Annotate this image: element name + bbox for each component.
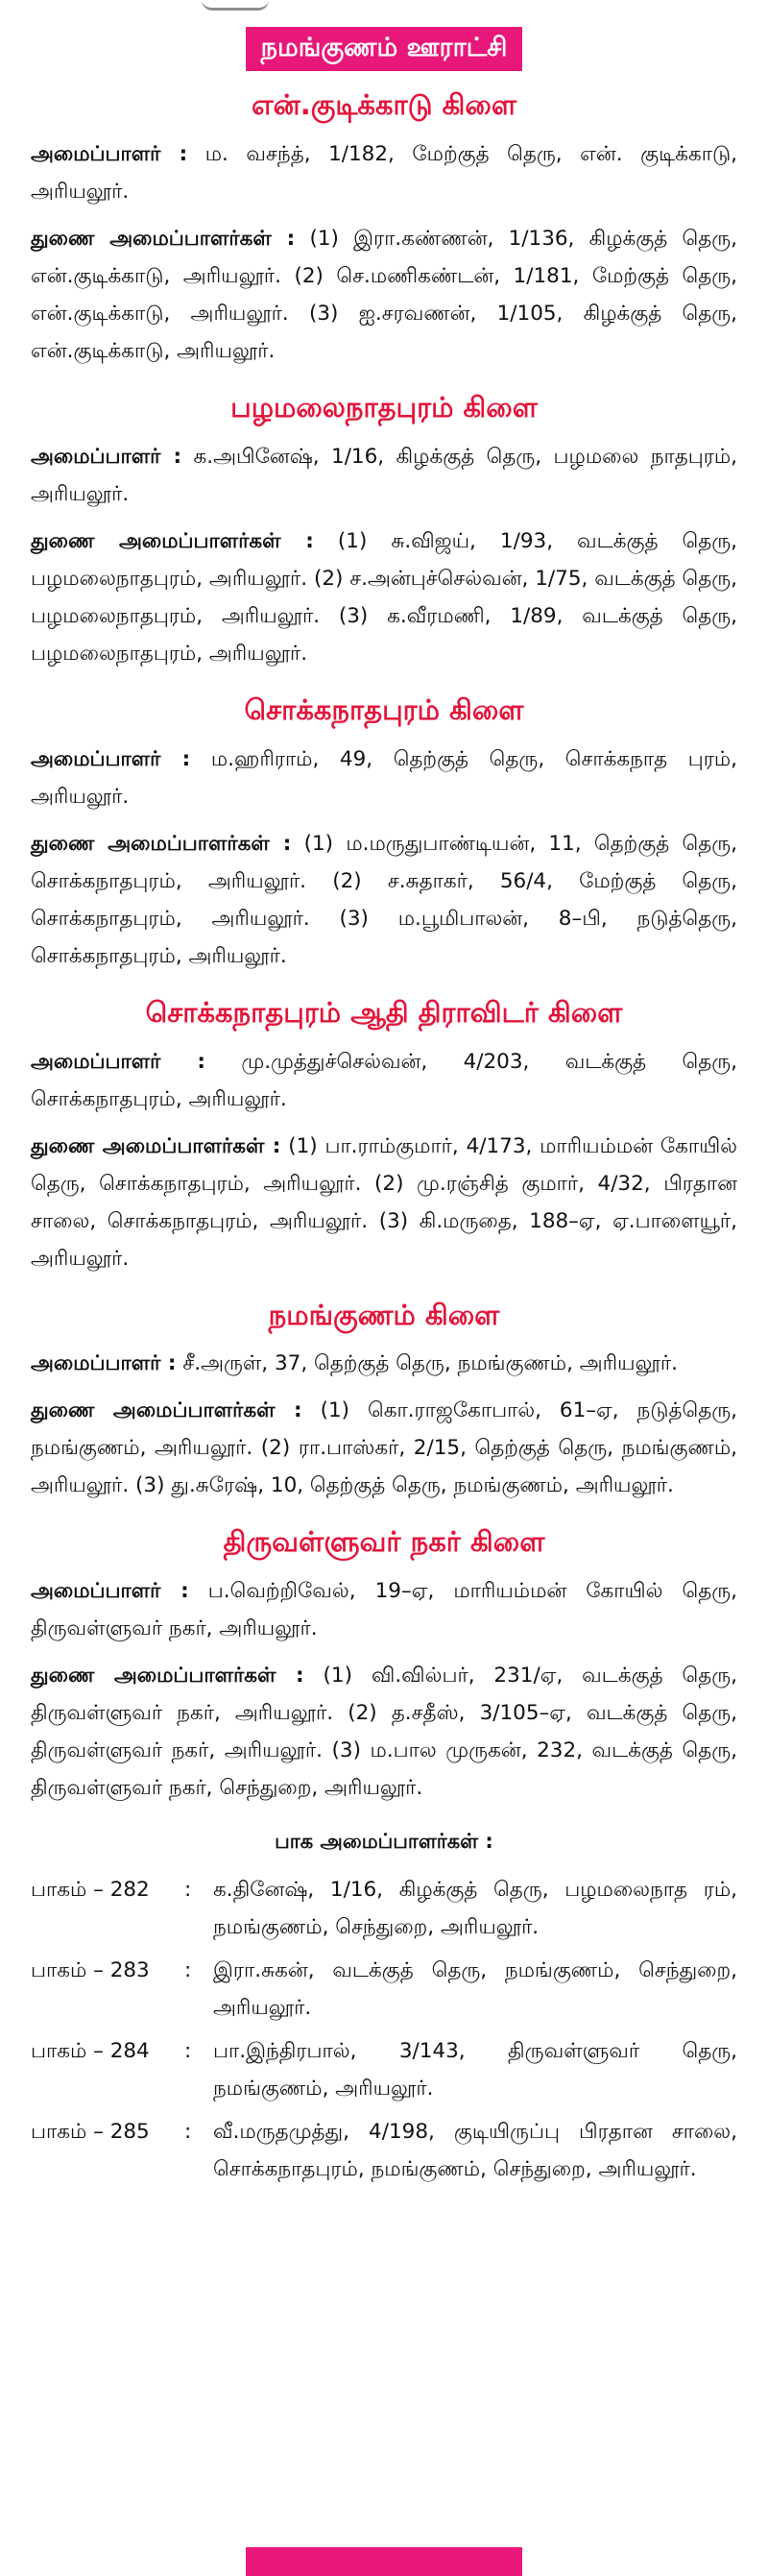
booth-row: [31, 1871, 737, 1946]
booth-number: பாகம் – 284: [31, 2039, 150, 2064]
booth-organizer-text: பா.இந்திரபால், 3/143, திருவள்ளுவர் தெரு, நமங்குணம், அரியலூர்.: [213, 2039, 737, 2102]
branch-title: சொக்கநாதபுரம் கிளை: [244, 693, 524, 726]
organizer-paragraph: [31, 1345, 737, 1382]
deputy-label: துணை அமைப்பாளர்கள் :: [31, 1398, 302, 1423]
deputy-paragraph: [31, 825, 737, 975]
booth-organizer-text: வீ.மருதமுத்து, 4/198, குடியிருப்பு பிரதான சாலை, சொக்கநாதபுரம், நமங்குணம், செந்துறை, அரியலூர்.: [213, 2120, 737, 2182]
organizer-paragraph: [31, 438, 737, 513]
next-section-banner-cutoff: [246, 2547, 522, 2576]
branch-section: [31, 391, 737, 672]
deputy-label: துணை அமைப்பாளர்கள் :: [31, 1133, 281, 1158]
branch-section: [31, 693, 737, 975]
booth-number: பாகம் – 282: [31, 1878, 150, 1903]
deputy-paragraph: [31, 220, 737, 370]
organizer-text: ப.வெற்றிவேல், 19–ஏ, மாரியம்மன் கோயில் தெரு, திருவள்ளுவர் நகர், அரியலூர்.: [31, 1579, 737, 1641]
branch-section: [31, 1525, 737, 1807]
organizer-text: மு.முத்துச்செல்வன், 4/203, வடக்குத் தெரு, சொக்கநாதபுரம், அரியலூர்.: [31, 1049, 737, 1111]
deputy-paragraph: [31, 1392, 737, 1504]
previous-section-cutoff: [202, 0, 269, 11]
organizer-text: ம.ஹரிராம், 49, தெற்குத் தெரு, சொக்கநாத புரம், அரியலூர்.: [31, 746, 737, 809]
organizer-label: அமைப்பாளர் :: [31, 1351, 177, 1376]
banner-wrap: [31, 27, 737, 71]
deputy-paragraph: [31, 522, 737, 672]
booth-organizer-text: க.தினேஷ், 1/16, கிழக்குத் தெரு, பழமலைநாத ரம், நமங்குணம், செந்துறை, அரியலூர்.: [213, 1878, 737, 1940]
branch-section: [31, 1299, 737, 1505]
branch-section: [31, 996, 737, 1277]
organizer-text: ம. வசந்த், 1/182, மேற்குத் தெரு, என். குடிக்காடு, அரியலூர்.: [31, 142, 738, 205]
booth-organizer-text: இரா.சுகன், வடக்குத் தெரு, நமங்குணம், செந்துறை, அரியலூர்.: [213, 1958, 737, 2021]
deputy-label: துணை அமைப்பாளர்கள் :: [31, 227, 296, 252]
booth-heading: பாக அமைப்பாளர்கள் :: [275, 1830, 493, 1854]
organizer-paragraph: [31, 135, 737, 210]
organizer-paragraph: [31, 741, 737, 815]
panchayat-banner: நமங்குணம் ஊராட்சி: [246, 27, 523, 71]
booth-separator: :: [184, 1878, 192, 1903]
booth-row: [31, 1952, 737, 2027]
booth-separator: :: [184, 2120, 192, 2145]
booth-row: [31, 2113, 737, 2188]
branch-title: சொக்கநாதபுரம் ஆதி திராவிடர் கிளை: [145, 995, 623, 1029]
deputy-text: (1) பா.ராம்குமார், 4/173, மாரியம்மன் கோயில் தெரு, சொக்கநாதபுரம், அரியலூர். (2) மு.ரஞ்சித் குமார், 4/32, பிரதான சாலை, சொக்கநாதபுரம், அரியலூர். (3) கி.மருதை, 188–ஏ, ஏ.பாளையூர், அரியலூர்.: [31, 1133, 737, 1271]
organizer-paragraph: [31, 1043, 737, 1118]
branch-title: என்.குடிக்காடு கிளை: [251, 88, 517, 122]
organizer-label: அமைப்பாளர் :: [31, 1049, 205, 1074]
deputy-label: துணை அமைப்பாளர்கள் :: [31, 528, 314, 553]
branch-title: நமங்குணம் கிளை: [268, 1298, 500, 1331]
organizer-text: சீ.அருள், 37, தெற்குத் தெரு, நமங்குணம், அரியலூர்.: [182, 1351, 678, 1376]
organizer-label: அமைப்பாளர் :: [31, 746, 191, 771]
branch-title: பழமலைநாதபுரம் கிளை: [230, 391, 538, 425]
organizer-label: அமைப்பாளர் :: [31, 142, 188, 167]
booth-separator: :: [184, 1958, 192, 1983]
booth-row: [31, 2032, 737, 2107]
deputy-paragraph: [31, 1657, 737, 1807]
deputy-paragraph: [31, 1128, 737, 1277]
deputy-text: (1) இரா.கண்ணன், 1/136, கிழக்குத் தெரு, என்.குடிக்காடு, அரியலூர். (2) செ.மணிகண்டன், 1/181, மேற்குத் தெரு, என்.குடிக்காடு, அரியலூர். (3) ஐ.சரவணன், 1/105, கிழக்குத் தெரு, என்.குடிக்காடு, அரியலூர்.: [31, 227, 737, 364]
booth-number: பாகம் – 285: [31, 2120, 150, 2145]
organizer-paragraph: [31, 1572, 737, 1647]
deputy-text: (1) சு.விஜய், 1/93, வடக்குத் தெரு, பழமலைநாதபுரம், அரியலூர். (2) ச.அன்புச்செல்வன், 1/75, வடக்குத் தெரு, பழமலைநாதபுரம், அரியலூர். (3) க.வீரமணி, 1/89, வடக்குத் தெரு, பழமலைநாதபுரம், அரியலூர்.: [31, 528, 737, 666]
deputy-text: (1) ம.மருதுபாண்டியன், 11, தெற்குத் தெரு, சொக்கநாதபுரம், அரியலூர். (2) ச.சுதாகர், 56/4, மேற்குத் தெரு, சொக்கநாதபுரம், அரியலூர். (3) ம.பூமிபாலன், 8–பி, நடுத்தெரு, சொக்கநாதபுரம், அரியலூர்.: [31, 831, 737, 968]
deputy-label: துணை அமைப்பாளர்கள் :: [31, 831, 292, 856]
branch-section: [31, 88, 737, 370]
organizer-label: அமைப்பாளர் :: [31, 444, 182, 469]
deputy-text: (1) வி.வில்பர், 231/ஏ, வடக்குத் தெரு, திருவள்ளுவர் நகர், அரியலூர். (2) த.சதீஸ், 3/105–ஏ, வடக்குத் தெரு, திருவள்ளுவர் நகர், அரியலூர். (3) ம.பால முருகன், 232, வடக்குத் தெரு, திருவள்ளுவர் நகர், செந்துறை, அரியலூர்.: [31, 1664, 737, 1801]
organizer-label: அமைப்பாளர் :: [31, 1579, 189, 1604]
booth-number: பாகம் – 283: [31, 1958, 150, 1983]
organizer-text: க.அபினேஷ், 1/16, கிழக்குத் தெரு, பழமலை நாதபுரம், அரியலூர்.: [31, 444, 737, 506]
deputy-label: துணை அமைப்பாளர்கள் :: [31, 1664, 304, 1689]
booth-separator: :: [184, 2039, 192, 2064]
branch-title: திருவள்ளுவர் நகர் கிளை: [223, 1525, 545, 1559]
deputy-text: (1) கொ.ராஜகோபால், 61–ஏ, நடுத்தெரு, நமங்குணம், அரியலூர். (2) ரா.பாஸ்கர், 2/15, தெற்குத் தெரு, நமங்குணம், அரியலூர். (3) து.சுரேஷ், 10, தெற்குத் தெரு, நமங்குணம், அரியலூர்.: [31, 1398, 737, 1498]
